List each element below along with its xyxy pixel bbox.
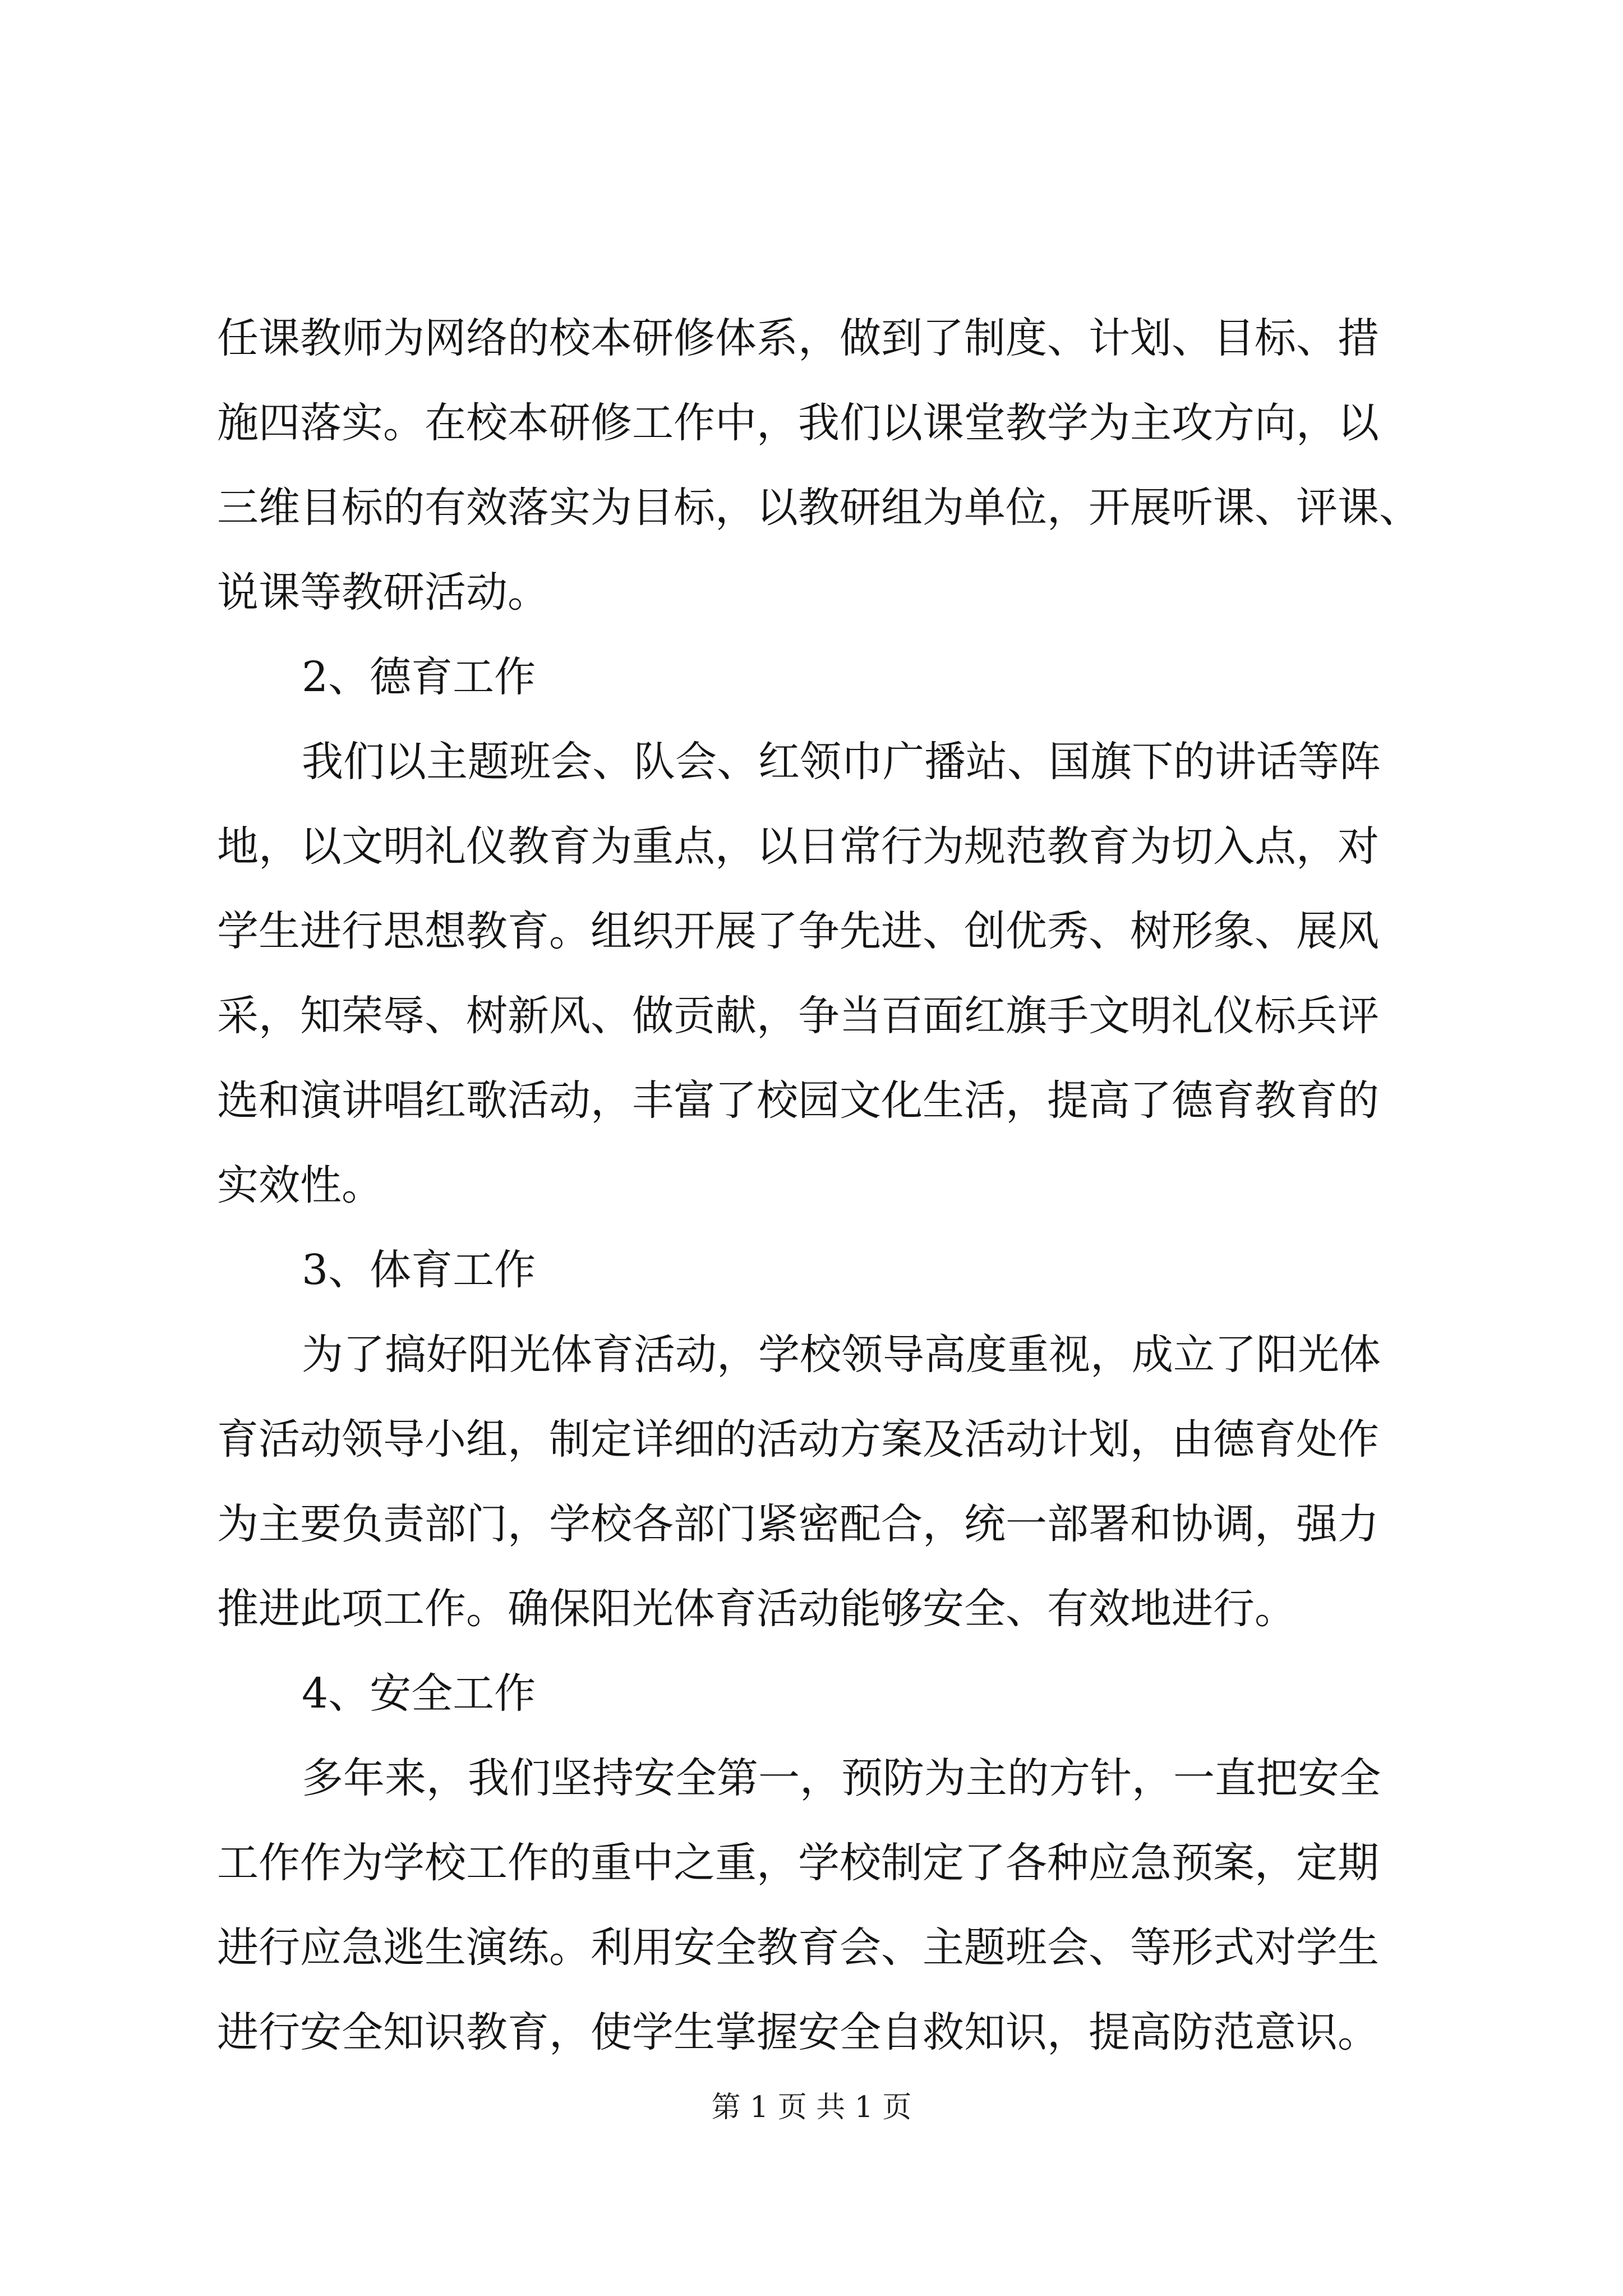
text-line-content: 实效性。 [217,1161,383,1209]
text-line [0,1564,1623,1654]
text-line [0,1479,1623,1569]
text-line-content: 三维目标的有效落实为目标，以教研组为单位，开展听课、评课、 [217,484,1421,532]
text-line [0,463,1623,553]
text-line [0,1395,1623,1484]
section-heading [0,1225,1623,1315]
text-line [0,717,1623,807]
text-line [0,971,1623,1061]
text-line [0,1903,1623,1993]
text-line-content: 采，知荣辱、树新风、做贡献，争当百面红旗手文明礼仪标兵评 [217,992,1379,1040]
text-line [0,1818,1623,1908]
text-line-content: 选和演讲唱红歌活动，丰富了校园文化生活，提高了德育教育的 [217,1076,1379,1125]
text-line-content: 进行安全知识教育，使学生掌握安全自救知识，提高防范意识。 [217,2008,1379,2056]
text-line-content: 任课教师为网络的校本研修体系，做到了制度、计划、目标、措 [217,314,1379,362]
text-line-content: 说课等教研活动。 [217,568,549,616]
section-heading-text: 2、德育工作 [302,653,536,701]
section-heading [0,632,1623,722]
text-line-content: 学生进行思想教育。组织开展了争先进、创优秀、树形象、展风 [217,907,1379,955]
section-heading [0,1649,1623,1738]
text-line-content: 地，以文明礼仪教育为重点，以日常行为规范教育为切入点，对 [217,822,1379,871]
text-line [0,802,1623,891]
text-line-content: 多年来，我们坚持安全第一，预防为主的方针，一直把安全 [302,1754,1381,1802]
page-footer: 第 1 页 共 1 页 [711,2091,912,2124]
text-line-content: 推进此项工作。确保阳光体育活动能够安全、有效地进行。 [217,1585,1296,1633]
section-heading-text: 4、安全工作 [302,1669,536,1718]
text-line-content: 施四落实。在校本研修工作中，我们以课堂教学为主攻方向，以 [217,399,1379,447]
text-line-content: 进行应急逃生演练。利用安全教育会、主题班会、等形式对学生 [217,1924,1379,1972]
section-heading-text: 3、体育工作 [302,1246,536,1294]
text-line-content: 我们以主题班会、队会、红领巾广播站、国旗下的讲话等阵 [302,738,1381,786]
text-line [0,1987,1623,2077]
text-line [0,1140,1623,1230]
text-line [0,378,1623,468]
text-line [0,547,1623,637]
text-line [0,1733,1623,1823]
text-line-content: 为主要负责部门，学校各部门紧密配合，统一部署和协调，强力 [217,1500,1379,1548]
text-line [0,1310,1623,1400]
text-line-content: 育活动领导小组，制定详细的活动方案及活动计划，由德育处作 [217,1415,1379,1464]
text-line [0,1056,1623,1145]
text-line-content: 工作作为学校工作的重中之重，学校制定了各种应急预案，定期 [217,1839,1379,1887]
text-line [0,886,1623,976]
text-line-content: 为了搞好阳光体育活动，学校领导高度重视，成立了阳光体 [302,1331,1381,1379]
text-line [0,293,1623,383]
